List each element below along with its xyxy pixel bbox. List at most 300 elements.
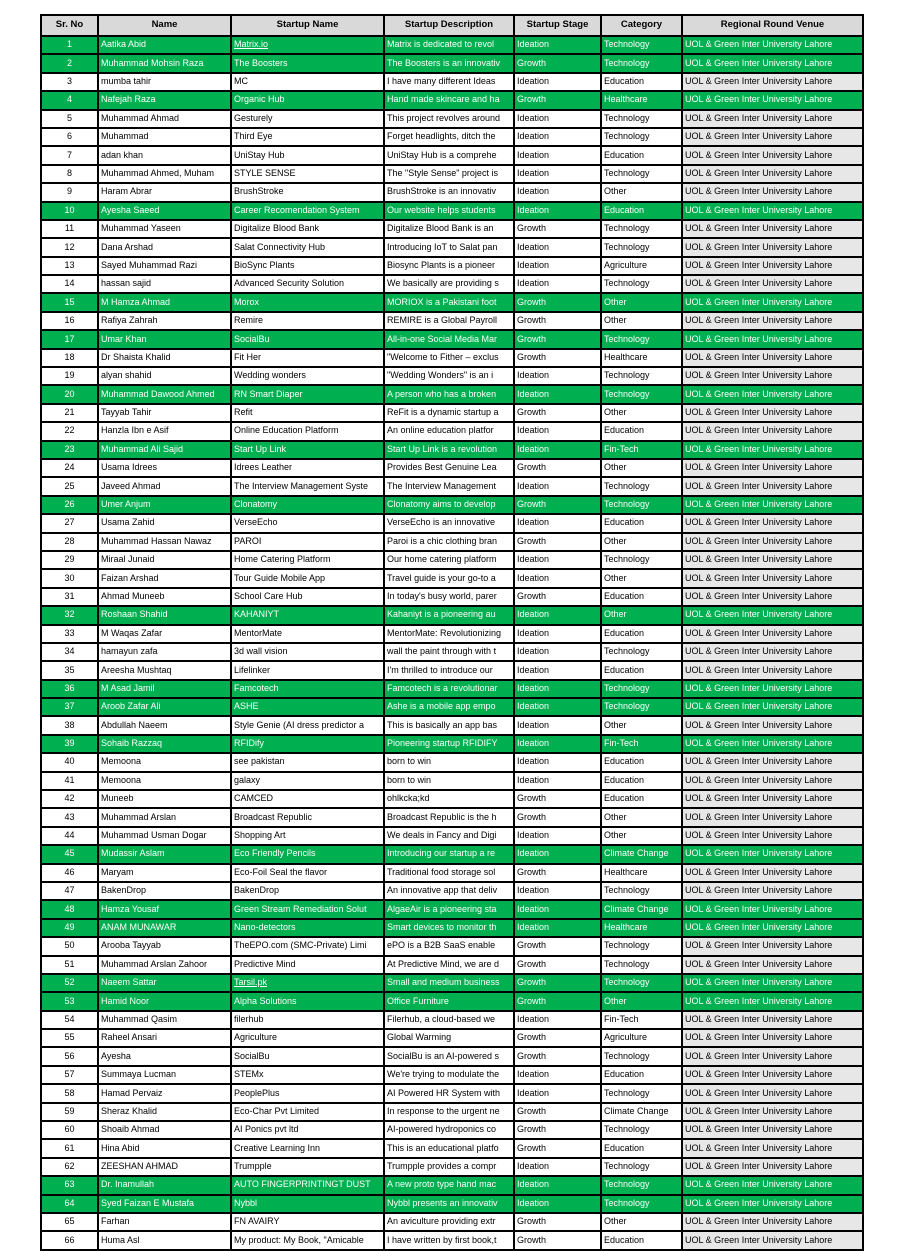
cell-startup-stage: Ideation (514, 845, 601, 863)
table-row (41, 1011, 863, 1029)
cell-startup-name: The Interview Management Syste (231, 477, 384, 495)
cell-startup-description: We're trying to modulate the (384, 1066, 514, 1084)
cell-name: Haram Abrar (98, 183, 231, 201)
cell-startup-stage: Growth (514, 1231, 601, 1249)
cell-sr-no: 29 (41, 551, 98, 569)
cell-name: Raheel Ansari (98, 1029, 231, 1047)
cell-sr-no: 27 (41, 514, 98, 532)
cell-startup-name: see pakistan (231, 753, 384, 771)
cell-category: Climate Change (601, 845, 682, 863)
cell-startup-description: "Wedding Wonders" is an i (384, 367, 514, 385)
cell-category: Technology (601, 496, 682, 514)
table-row (41, 220, 863, 238)
cell-startup-description: A new proto type hand mac (384, 1176, 514, 1194)
table-row (41, 790, 863, 808)
cell-sr-no: 10 (41, 202, 98, 220)
cell-sr-no: 16 (41, 312, 98, 330)
cell-startup-stage: Growth (514, 956, 601, 974)
cell-category: Technology (601, 54, 682, 72)
cell-name: Syed Faizan E Mustafa (98, 1195, 231, 1213)
column-header: Sr. No (41, 15, 98, 36)
cell-startup-name: BakenDrop (231, 882, 384, 900)
cell-sr-no: 4 (41, 91, 98, 109)
cell-startup-name: Predictive Mind (231, 956, 384, 974)
cell-venue: UOL & Green Inter University Lahore (682, 753, 863, 771)
table-row (41, 257, 863, 275)
cell-name: Muhammad (98, 128, 231, 146)
cell-venue: UOL & Green Inter University Lahore (682, 110, 863, 128)
startup-link[interactable]: Matrix.io (234, 39, 269, 50)
cell-category: Education (601, 1066, 682, 1084)
cell-startup-stage: Ideation (514, 36, 601, 54)
cell-name: Ayesha (98, 1047, 231, 1065)
cell-name: M Waqas Zafar (98, 625, 231, 643)
cell-startup-stage: Growth (514, 54, 601, 72)
table-row (41, 91, 863, 109)
cell-name: Javeed Ahmad (98, 477, 231, 495)
table-row (41, 367, 863, 385)
cell-startup-description: We deals in Fancy and Digi (384, 827, 514, 845)
table-row (41, 827, 863, 845)
cell-startup-description: Hand made skincare and ha (384, 91, 514, 109)
cell-startup-stage: Ideation (514, 1066, 601, 1084)
cell-venue: UOL & Green Inter University Lahore (682, 293, 863, 311)
cell-sr-no: 18 (41, 349, 98, 367)
cell-startup-description: An online education platfor (384, 422, 514, 440)
cell-venue: UOL & Green Inter University Lahore (682, 404, 863, 422)
cell-category: Technology (601, 1195, 682, 1213)
cell-startup-name: Alpha Solutions (231, 992, 384, 1010)
cell-category: Education (601, 661, 682, 679)
table-row (41, 36, 863, 54)
cell-venue: UOL & Green Inter University Lahore (682, 91, 863, 109)
cell-venue: UOL & Green Inter University Lahore (682, 808, 863, 826)
cell-name: Tayyab Tahir (98, 404, 231, 422)
cell-startup-stage: Ideation (514, 183, 601, 201)
cell-venue: UOL & Green Inter University Lahore (682, 477, 863, 495)
cell-startup-stage: Growth (514, 349, 601, 367)
cell-category: Technology (601, 1047, 682, 1065)
cell-startup-stage: Ideation (514, 110, 601, 128)
cell-venue: UOL & Green Inter University Lahore (682, 220, 863, 238)
cell-sr-no: 22 (41, 422, 98, 440)
cell-category: Other (601, 404, 682, 422)
cell-sr-no: 42 (41, 790, 98, 808)
cell-startup-description: Our website helps students (384, 202, 514, 220)
cell-startup-description: REMIRE is a Global Payroll (384, 312, 514, 330)
cell-venue: UOL & Green Inter University Lahore (682, 1158, 863, 1176)
cell-startup-name: Broadcast Republic (231, 808, 384, 826)
cell-startup-name: Remire (231, 312, 384, 330)
cell-sr-no: 66 (41, 1231, 98, 1249)
cell-startup-stage: Ideation (514, 827, 601, 845)
cell-name: Abdullah Naeem (98, 716, 231, 734)
table-row (41, 73, 863, 91)
cell-startup-stage: Ideation (514, 753, 601, 771)
cell-startup-stage: Growth (514, 1103, 601, 1121)
cell-sr-no: 41 (41, 772, 98, 790)
cell-category: Healthcare (601, 349, 682, 367)
cell-startup-stage: Ideation (514, 643, 601, 661)
column-header: Regional Round Venue (682, 15, 863, 36)
cell-startup-description: Global Warming (384, 1029, 514, 1047)
cell-venue: UOL & Green Inter University Lahore (682, 919, 863, 937)
cell-venue: UOL & Green Inter University Lahore (682, 385, 863, 403)
table-row (41, 110, 863, 128)
table-row (41, 625, 863, 643)
cell-name: alyan shahid (98, 367, 231, 385)
cell-name: M Hamza Ahmad (98, 293, 231, 311)
cell-startup-description: Start Up Link is a revolution (384, 441, 514, 459)
table-row (41, 588, 863, 606)
cell-startup-stage: Ideation (514, 716, 601, 734)
cell-category: Healthcare (601, 919, 682, 937)
cell-sr-no: 62 (41, 1158, 98, 1176)
cell-startup-description: Office Furniture (384, 992, 514, 1010)
cell-venue: UOL & Green Inter University Lahore (682, 165, 863, 183)
cell-startup-name: RFIDify (231, 735, 384, 753)
cell-startup-name: Tour Guide Mobile App (231, 569, 384, 587)
cell-venue: UOL & Green Inter University Lahore (682, 643, 863, 661)
cell-name: Faizan Arshad (98, 569, 231, 587)
cell-venue: UOL & Green Inter University Lahore (682, 698, 863, 716)
cell-name: Maryam (98, 864, 231, 882)
table-row (41, 422, 863, 440)
cell-startup-stage: Ideation (514, 1158, 601, 1176)
cell-venue: UOL & Green Inter University Lahore (682, 441, 863, 459)
cell-category: Climate Change (601, 900, 682, 918)
cell-startup-stage: Ideation (514, 73, 601, 91)
cell-startup-stage: Ideation (514, 275, 601, 293)
cell-category: Technology (601, 974, 682, 992)
cell-startup-description: Famcotech is a revolutionar (384, 680, 514, 698)
table-row (41, 735, 863, 753)
cell-sr-no: 45 (41, 845, 98, 863)
cell-name: Muhammad Qasim (98, 1011, 231, 1029)
cell-name: Summaya Lucman (98, 1066, 231, 1084)
cell-startup-stage: Ideation (514, 385, 601, 403)
cell-startup-name: Style Genie (AI dress predictor a (231, 716, 384, 734)
cell-startup-stage: Growth (514, 1139, 601, 1157)
cell-startup-stage: Ideation (514, 514, 601, 532)
cell-startup-name: Digitalize Blood Bank (231, 220, 384, 238)
cell-startup-stage: Ideation (514, 606, 601, 624)
cell-sr-no: 28 (41, 533, 98, 551)
cell-category: Other (601, 183, 682, 201)
cell-venue: UOL & Green Inter University Lahore (682, 974, 863, 992)
cell-category: Education (601, 202, 682, 220)
cell-category: Healthcare (601, 91, 682, 109)
cell-startup-name: PAROI (231, 533, 384, 551)
cell-category: Education (601, 1139, 682, 1157)
cell-startup-description: An aviculture providing extr (384, 1213, 514, 1231)
cell-startup-description: ePO is a B2B SaaS enable (384, 937, 514, 955)
cell-startup-description: born to win (384, 753, 514, 771)
cell-startup-description: "Welcome to Fither – exclus (384, 349, 514, 367)
cell-startup-name: STEMx (231, 1066, 384, 1084)
cell-venue: UOL & Green Inter University Lahore (682, 845, 863, 863)
cell-name: Sheraz Khalid (98, 1103, 231, 1121)
cell-category: Technology (601, 680, 682, 698)
cell-name: mumba tahir (98, 73, 231, 91)
cell-startup-description: Paroi is a chic clothing bran (384, 533, 514, 551)
cell-startup-stage: Ideation (514, 772, 601, 790)
cell-startup-description: Introducing IoT to Salat pan (384, 238, 514, 256)
table-row (41, 992, 863, 1010)
cell-startup-description: The "Style Sense" project is (384, 165, 514, 183)
cell-name: Muhammad Ahmed, Muham (98, 165, 231, 183)
cell-venue: UOL & Green Inter University Lahore (682, 349, 863, 367)
cell-category: Technology (601, 1121, 682, 1139)
cell-startup-name: SocialBu (231, 330, 384, 348)
cell-venue: UOL & Green Inter University Lahore (682, 992, 863, 1010)
cell-name: Rafiya Zahrah (98, 312, 231, 330)
cell-name: Miraal Junaid (98, 551, 231, 569)
cell-category: Education (601, 588, 682, 606)
cell-venue: UOL & Green Inter University Lahore (682, 257, 863, 275)
cell-sr-no: 37 (41, 698, 98, 716)
cell-startup-description: The Interview Management (384, 477, 514, 495)
cell-venue: UOL & Green Inter University Lahore (682, 956, 863, 974)
table-row (41, 956, 863, 974)
table-row (41, 864, 863, 882)
cell-sr-no: 57 (41, 1066, 98, 1084)
cell-startup-stage: Ideation (514, 367, 601, 385)
cell-venue: UOL & Green Inter University Lahore (682, 1195, 863, 1213)
table-row (41, 1158, 863, 1176)
cell-sr-no: 34 (41, 643, 98, 661)
cell-startup-name: SocialBu (231, 1047, 384, 1065)
cell-startup-name: Career Recomendation System (231, 202, 384, 220)
cell-category: Other (601, 808, 682, 826)
cell-name: Hamid Noor (98, 992, 231, 1010)
cell-venue: UOL & Green Inter University Lahore (682, 275, 863, 293)
cell-category: Other (601, 459, 682, 477)
cell-startup-stage: Ideation (514, 882, 601, 900)
cell-category: Other (601, 992, 682, 1010)
cell-startup-name: Agriculture (231, 1029, 384, 1047)
cell-name: Muhammad Ali Sajid (98, 441, 231, 459)
cell-startup-description: MORIOX is a Pakistani foot (384, 293, 514, 311)
cell-startup-name: BrushStroke (231, 183, 384, 201)
cell-category: Other (601, 1213, 682, 1231)
cell-startup-description: All-in-one Social Media Mar (384, 330, 514, 348)
cell-startup-description: This is basically an app bas (384, 716, 514, 734)
table-row (41, 661, 863, 679)
cell-startup-stage: Ideation (514, 1195, 601, 1213)
column-header: Startup Stage (514, 15, 601, 36)
cell-category: Education (601, 790, 682, 808)
cell-category: Education (601, 73, 682, 91)
cell-sr-no: 46 (41, 864, 98, 882)
cell-startup-stage: Ideation (514, 551, 601, 569)
cell-name: Huma Asl (98, 1231, 231, 1249)
table-row (41, 330, 863, 348)
cell-startup-stage: Growth (514, 91, 601, 109)
cell-category: Technology (601, 551, 682, 569)
cell-venue: UOL & Green Inter University Lahore (682, 1121, 863, 1139)
cell-category: Other (601, 716, 682, 734)
table-row (41, 54, 863, 72)
cell-category: Agriculture (601, 257, 682, 275)
cell-category: Fin-Tech (601, 441, 682, 459)
table-row (41, 900, 863, 918)
table-row (41, 919, 863, 937)
cell-sr-no: 50 (41, 937, 98, 955)
cell-startup-description: born to win (384, 772, 514, 790)
cell-venue: UOL & Green Inter University Lahore (682, 900, 863, 918)
table-row (41, 165, 863, 183)
cell-venue: UOL & Green Inter University Lahore (682, 54, 863, 72)
cell-startup-name: Wedding wonders (231, 367, 384, 385)
cell-category: Technology (601, 643, 682, 661)
cell-venue: UOL & Green Inter University Lahore (682, 790, 863, 808)
cell-category: Education (601, 772, 682, 790)
column-header: Category (601, 15, 682, 36)
cell-venue: UOL & Green Inter University Lahore (682, 937, 863, 955)
table-row (41, 275, 863, 293)
cell-startup-description: An innovative app that deliv (384, 882, 514, 900)
cell-category: Climate Change (601, 1103, 682, 1121)
cell-startup-description: Digitalize Blood Bank is an (384, 220, 514, 238)
cell-startup-stage: Ideation (514, 202, 601, 220)
cell-startup-stage: Ideation (514, 735, 601, 753)
header-row (41, 15, 863, 36)
cell-venue: UOL & Green Inter University Lahore (682, 551, 863, 569)
cell-sr-no: 55 (41, 1029, 98, 1047)
cell-category: Fin-Tech (601, 735, 682, 753)
cell-sr-no: 14 (41, 275, 98, 293)
cell-venue: UOL & Green Inter University Lahore (682, 680, 863, 698)
startup-link[interactable]: Tarsil.pk (234, 977, 268, 988)
cell-name: Aatika Abid (98, 36, 231, 54)
cell-category: Other (601, 293, 682, 311)
cell-name: Nafejah Raza (98, 91, 231, 109)
cell-startup-description: We basically are providing s (384, 275, 514, 293)
table-row (41, 643, 863, 661)
cell-name: Muhammad Mohsin Raza (98, 54, 231, 72)
cell-name: Muhammad Arslan (98, 808, 231, 826)
cell-name: Arooba Tayyab (98, 937, 231, 955)
table-row (41, 1066, 863, 1084)
cell-startup-stage: Growth (514, 790, 601, 808)
cell-startup-stage: Growth (514, 330, 601, 348)
cell-startup-stage: Ideation (514, 128, 601, 146)
cell-venue: UOL & Green Inter University Lahore (682, 1011, 863, 1029)
cell-startup-description: Forget headlights, ditch the (384, 128, 514, 146)
cell-category: Education (601, 146, 682, 164)
cell-name: Memoona (98, 772, 231, 790)
cell-venue: UOL & Green Inter University Lahore (682, 1029, 863, 1047)
cell-sr-no: 51 (41, 956, 98, 974)
cell-name: Usama Zahid (98, 514, 231, 532)
cell-sr-no: 24 (41, 459, 98, 477)
cell-startup-name: Refit (231, 404, 384, 422)
table-row (41, 238, 863, 256)
cell-category: Technology (601, 937, 682, 955)
cell-startup-stage: Growth (514, 937, 601, 955)
table-row (41, 569, 863, 587)
cell-venue: UOL & Green Inter University Lahore (682, 625, 863, 643)
cell-startup-description: Clonatomy aims to develop (384, 496, 514, 514)
cell-name: Muhammad Ahmad (98, 110, 231, 128)
cell-name: Roshaan Shahid (98, 606, 231, 624)
cell-sr-no: 52 (41, 974, 98, 992)
table-row (41, 385, 863, 403)
cell-startup-description: ReFit is a dynamic startup a (384, 404, 514, 422)
cell-venue: UOL & Green Inter University Lahore (682, 827, 863, 845)
cell-startup-stage: Ideation (514, 422, 601, 440)
cell-startup-description: The Boosters is an innovativ (384, 54, 514, 72)
cell-startup-description: Matrix is dedicated to revol (384, 36, 514, 54)
cell-startup-description: This project revolves around (384, 110, 514, 128)
cell-startup-stage: Ideation (514, 569, 601, 587)
cell-startup-description: I have many different Ideas (384, 73, 514, 91)
cell-venue: UOL & Green Inter University Lahore (682, 1231, 863, 1249)
cell-sr-no: 5 (41, 110, 98, 128)
cell-startup-stage: Growth (514, 404, 601, 422)
cell-startup-name: Idrees Leather (231, 459, 384, 477)
cell-category: Technology (601, 330, 682, 348)
cell-startup-stage: Growth (514, 1047, 601, 1065)
cell-startup-stage: Ideation (514, 146, 601, 164)
cell-name: Shoaib Ahmad (98, 1121, 231, 1139)
cell-startup-description: Smart devices to monitor th (384, 919, 514, 937)
cell-startup-description: AlgaeAir is a pioneering sta (384, 900, 514, 918)
cell-name: Areesha Mushtaq (98, 661, 231, 679)
cell-startup-description: Our home catering platform (384, 551, 514, 569)
cell-startup-stage: Ideation (514, 625, 601, 643)
cell-category: Technology (601, 36, 682, 54)
cell-name: hamayun zafa (98, 643, 231, 661)
cell-startup-description: Introducing our startup a re (384, 845, 514, 863)
cell-category: Other (601, 533, 682, 551)
cell-name: Sohaib Razzaq (98, 735, 231, 753)
cell-startup-name: 3d wall vision (231, 643, 384, 661)
startup-table-container (40, 14, 864, 1251)
table-row (41, 477, 863, 495)
cell-name: Hamad Pervaiz (98, 1084, 231, 1102)
cell-startup-name: Eco Friendly Pencils (231, 845, 384, 863)
table-row (41, 146, 863, 164)
cell-sr-no: 1 (41, 36, 98, 54)
cell-startup-name: My product: My Book, "Amicable (231, 1231, 384, 1249)
cell-venue: UOL & Green Inter University Lahore (682, 569, 863, 587)
cell-category: Technology (601, 698, 682, 716)
cell-startup-stage: Growth (514, 864, 601, 882)
cell-name: Usama Idrees (98, 459, 231, 477)
cell-venue: UOL & Green Inter University Lahore (682, 1176, 863, 1194)
cell-startup-name: AUTO FINGERPRINTINGT DUST (231, 1176, 384, 1194)
cell-name: ANAM MUNAWAR (98, 919, 231, 937)
cell-startup-stage: Ideation (514, 165, 601, 183)
cell-startup-stage: Ideation (514, 1176, 601, 1194)
cell-name: adan khan (98, 146, 231, 164)
cell-startup-name: Shopping Art (231, 827, 384, 845)
cell-category: Technology (601, 1158, 682, 1176)
cell-sr-no: 7 (41, 146, 98, 164)
cell-startup-description: In today's busy world, parer (384, 588, 514, 606)
cell-name: Farhan (98, 1213, 231, 1231)
table-row (41, 753, 863, 771)
cell-startup-name: Third Eye (231, 128, 384, 146)
table-row (41, 1213, 863, 1231)
cell-name: Hina Abid (98, 1139, 231, 1157)
cell-venue: UOL & Green Inter University Lahore (682, 772, 863, 790)
cell-name: Dr Shaista Khalid (98, 349, 231, 367)
cell-startup-description: Trumpple provides a compr (384, 1158, 514, 1176)
cell-startup-description: Kahaniyt is a pioneering au (384, 606, 514, 624)
